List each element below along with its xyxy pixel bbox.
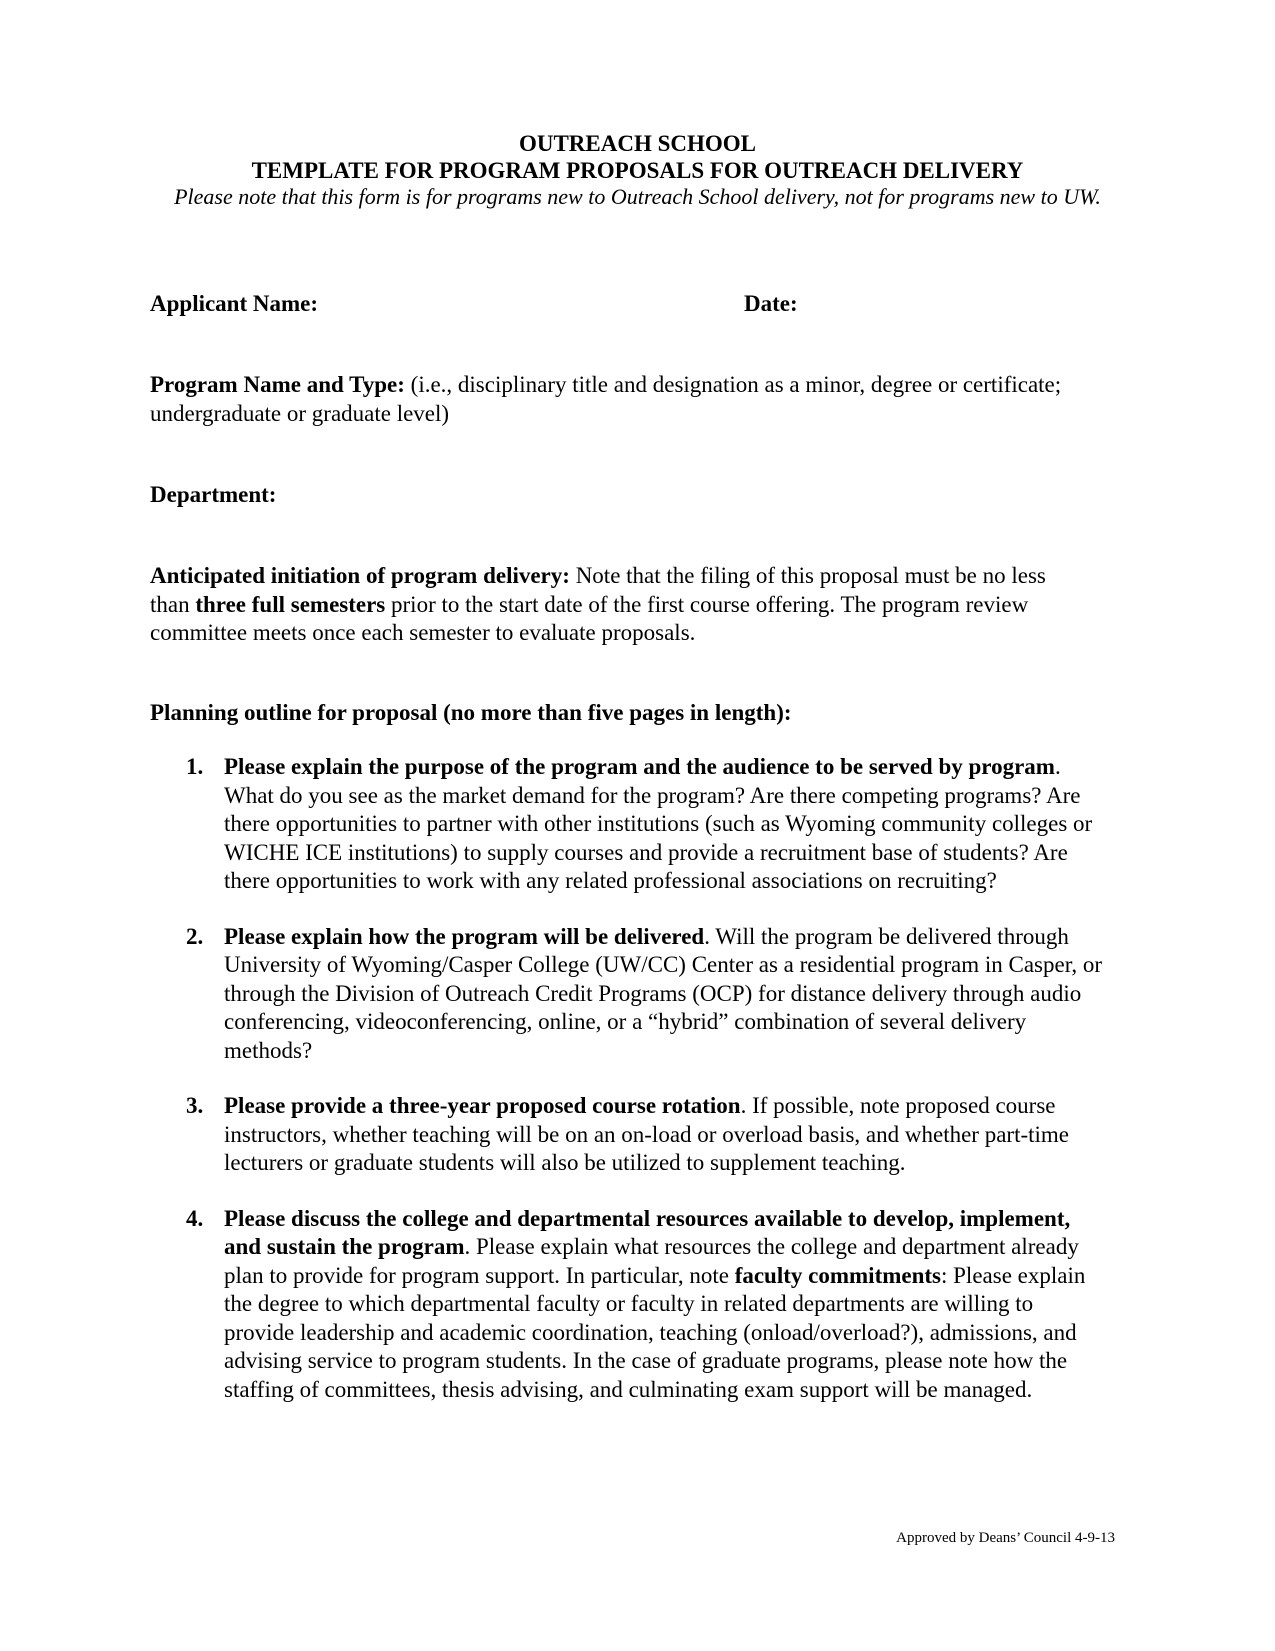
applicant-name-label: Applicant Name: xyxy=(150,291,319,316)
approval-footer: Approved by Deans’ Council 4-9-13 xyxy=(896,1530,1115,1546)
outline-item-number: 2. xyxy=(186,923,204,949)
outline-item-number: 1. xyxy=(186,754,204,779)
outline-item-2 xyxy=(150,923,1109,1066)
outline-item-title: Please explain how the program will be delivered xyxy=(224,923,705,949)
planning-outline-heading-text: Planning outline for proposal (no more than five pages in length): xyxy=(150,700,792,725)
outline-item-text: . Will the program be delivered through University of Wyoming/Casper College (UW/CC) Center as a residential program in Casper, or through the Division of Outreach Credit Programs (OCP) for distance delivery through audio conferencing, videoconferencing, online, or a “hybrid” combination of several delivery methods? xyxy=(224,923,1103,1063)
outline-item-3 xyxy=(150,1092,1104,1178)
outline-item-text: . If possible, note proposed course instructors, whether teaching will be on an on-load or overload basis, and whether part-time lecturers or graduate students will also be utilized to supplement teaching. xyxy=(224,1093,1069,1175)
planning-outline-list xyxy=(150,753,1130,1404)
anticipated-initiation-label: Anticipated initiation of program delivery: xyxy=(150,563,570,588)
date-field[interactable] xyxy=(744,290,798,318)
planning-outline-heading xyxy=(150,699,792,727)
outline-item-1 xyxy=(150,753,1104,896)
document-subtitle: TEMPLATE FOR PROGRAM PROPOSALS FOR OUTREACH DELIVERY xyxy=(251,158,1024,183)
program-name-type-label: Program Name and Type: xyxy=(150,372,405,397)
applicant-name-field[interactable] xyxy=(150,290,318,318)
outline-item-text: . Please explain what resources the college and department already plan to provide for program support. In particular, note xyxy=(224,1234,1079,1288)
program-name-type-field xyxy=(150,371,1110,428)
initiation-emphasis: three full semesters xyxy=(195,591,386,617)
department-field[interactable] xyxy=(150,481,276,509)
initiation-text: Note that the filing of this proposal must be no less than xyxy=(150,563,1046,617)
date-label: Date: xyxy=(744,291,798,316)
form-note: Please note that this form is for programs new to Outreach School delivery, not for programs new to UW. xyxy=(174,184,1101,209)
outline-item-number: 4. xyxy=(186,1205,204,1231)
outline-item-number: 3. xyxy=(186,1093,204,1118)
program-name-type-hint: (i.e., disciplinary title and designation as a minor, degree or certificate; undergraduate or graduate level) xyxy=(150,372,1062,426)
document-title: OUTREACH SCHOOL xyxy=(518,131,757,156)
department-label: Department: xyxy=(150,482,277,507)
outline-item-text: . What do you see as the market demand for the program? Are there competing programs? Are there opportunities to partner with other institutions (such as Wyoming community colleges or WICHE ICE institutions) to supply courses and provide a recruitment base of students? Are there opportunities to work with any related professional associations on recruiting? xyxy=(224,754,1093,893)
anticipated-initiation-section xyxy=(150,562,1085,648)
outline-item-4 xyxy=(150,1205,1104,1405)
initiation-text-continued: prior to the start date of the first course offering. The program review committee meets once each semester to evaluate proposals. xyxy=(150,591,1029,645)
outline-item-title: Please provide a three-year proposed course rotation xyxy=(224,1093,741,1118)
outline-item-emphasis: faculty commitments xyxy=(734,1262,941,1288)
outline-item-title: Please explain the purpose of the program and the audience to be served by program xyxy=(224,754,1055,779)
outline-item-title: Please discuss the college and departmental resources available to develop, implement, and sustain the program xyxy=(224,1205,1071,1259)
outline-item-text-continued: : Please explain the degree to which departmental faculty or faculty in related departments are willing to provide leadership and academic coordination, teaching (onload/overload?), admissions, and advising service to program students. In the case of graduate programs, please note how the staffing of committees, thesis advising, and culminating exam support will be managed. xyxy=(224,1262,1086,1402)
